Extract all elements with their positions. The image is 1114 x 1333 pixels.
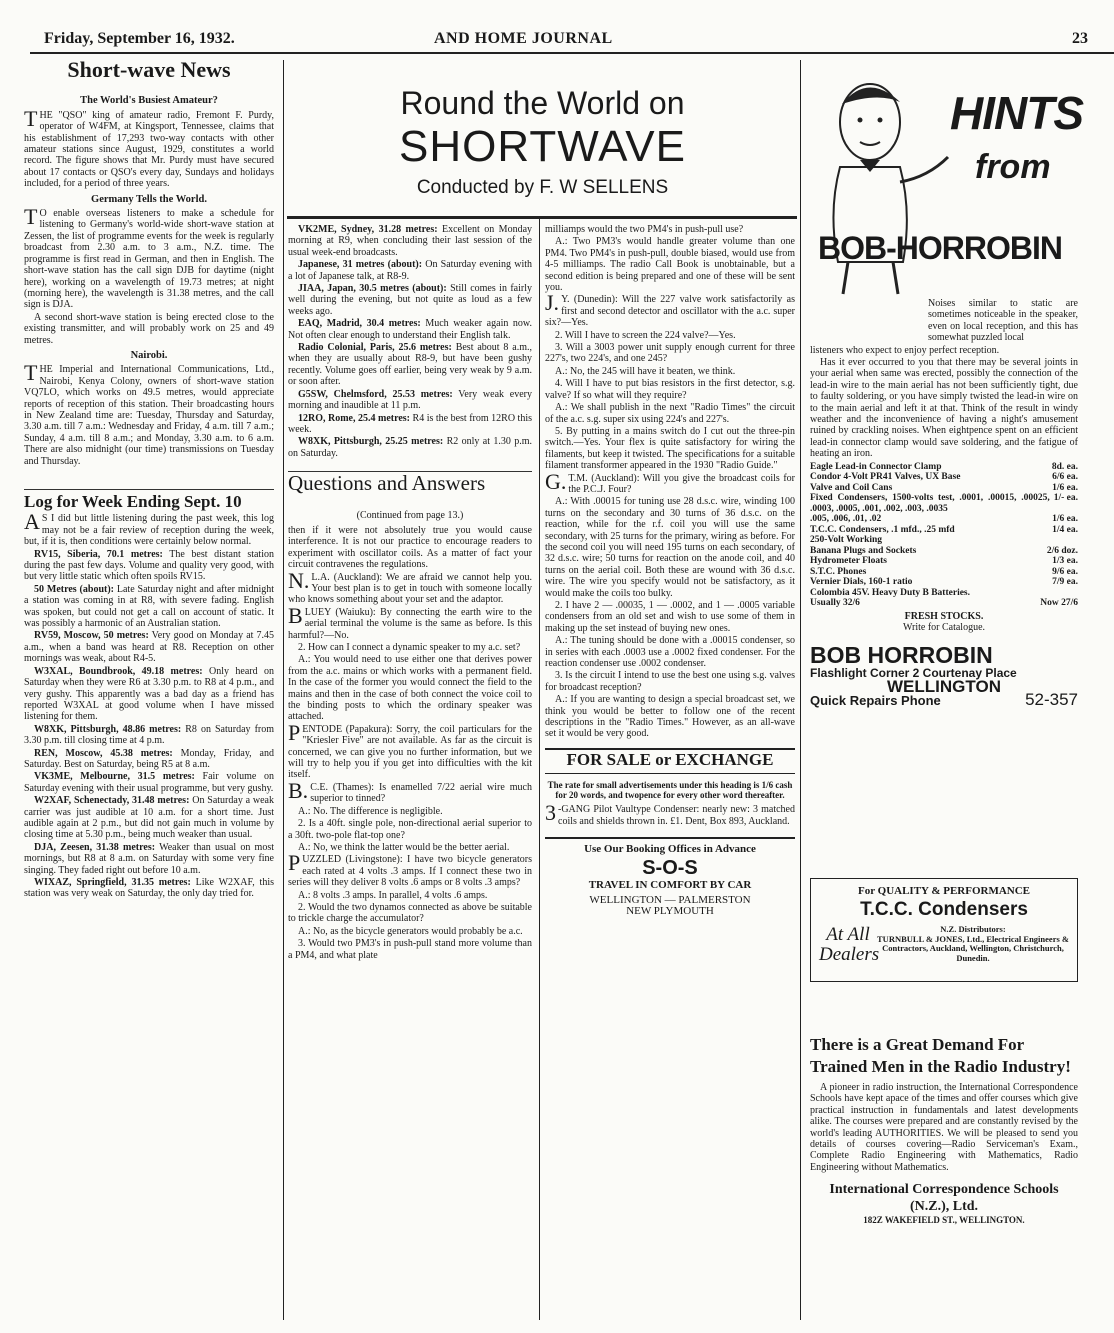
station-name: DJA, Zeesen, 31.38 metres: <box>34 841 156 853</box>
paragraph: 4. Will I have to put bias resistors in the first detector, s.g. valve? If so what will they require? <box>545 378 795 401</box>
hints-from: from <box>975 148 1051 186</box>
price-row <box>810 472 1078 483</box>
price-item: Banana Plugs and Sockets <box>810 545 917 556</box>
column-answers <box>545 224 795 918</box>
sos-line3: TRAVEL IN COMFORT BY CAR <box>588 878 752 891</box>
price-value: 8d. ea. <box>1051 461 1078 472</box>
paragraph: A.: With .00015 for tuning use 28 d.s.c. wire, winding 100 turns on the secondary and 30 turns of 36 d.s.c. on the reaction, while for the r.f. coil you will use the same secondary, with 25 turns for the primary, wiring as before. For the second coil you will need 195 turns on each secondary, of 32 d.s.c. wire; 50 turns for reaction on the anode coil, and 40 turns on the aerial coil. Both these are wound with 36 d.s.c. wire. The wire you specify would not be satisfactory, as it would make the coils too bulky. <box>545 496 795 599</box>
station-name: WIXAZ, Springfield, 31.35 metres: <box>34 877 191 888</box>
tcc-name: T.C.C. Condensers <box>860 899 1028 920</box>
log-entry <box>288 389 532 412</box>
price-value: 1/6 ea. <box>1052 514 1078 525</box>
paragraph: A.: No. The difference is negligible. <box>298 805 443 817</box>
price-value: 6/6 ea. <box>1052 472 1078 483</box>
tcc-at-all: At All <box>826 924 870 945</box>
hints-brand: BOB-HORROBIN <box>818 230 1062 266</box>
column-rule <box>283 60 284 1320</box>
price-row <box>810 556 1078 567</box>
divider <box>545 773 795 774</box>
fresh-stocks: FRESH STOCKS. <box>904 610 984 622</box>
paragraph: G.T.M. (Auckland): Will you give the broadcast coils for the P.C.J. Four? <box>545 468 795 495</box>
bob-name: BOB HORROBIN <box>810 641 993 668</box>
paragraph: A.: 8 volts .3 amps. In parallel, 4 volts .6 amps. <box>298 889 488 901</box>
price-row <box>810 525 1078 536</box>
price-item: .005, .006, .01, .02 <box>810 514 882 525</box>
banner <box>290 84 795 201</box>
log-entry <box>24 795 274 841</box>
log-list <box>24 549 274 900</box>
paragraph: 2. Will I have to screen the 224 valve?—Yes. <box>555 329 736 341</box>
price-item: Usually 32/6 <box>810 598 860 609</box>
price-row <box>810 588 1078 599</box>
price-row <box>810 598 1078 609</box>
station-name: 50 Metres (about): <box>34 583 114 595</box>
paragraph: PUZZLED (Livingstone): I have two bicycle generators each rated at 4 volts .3 amps. If I connect these two in series will they deliver 8 volts .6 amps or 8 volts .3 amps? <box>288 850 532 889</box>
price-row <box>810 567 1078 578</box>
price-value: 1/6 ea. <box>1052 482 1078 493</box>
column-log-continued <box>288 224 532 962</box>
paragraph: A.: Two PM3's would handle greater volume than one PM4. Two PM4's in push-pull, double biased, would use from 4-5 milliamps. The radio Call Book is unobtainable, but a second edition is being prepared and one of these will be sent you. <box>545 236 795 294</box>
station-name: W8XK, Pittsburgh, 48.86 metres: <box>34 723 182 735</box>
sale-ad: 3-GANG Pilot Vaultype Condenser: nearly new: 3 matched coils and shields thrown in. £1. Dent, Box 893, Auckland. <box>545 800 795 827</box>
price-value: 1/- ea. <box>1053 493 1078 504</box>
station-report: Only heard on Saturday when they were R6 at 3.30 p.m. to R8 at 4 p.m., and very gushy. This apparently was a bad day as a friend has reported W3XAL at good volume when I have missed listening for them. <box>24 665 274 723</box>
station-report: Still comes in fairly well during the evening, but not quite as loud as a few weeks ago. <box>288 283 532 317</box>
section-title: Short-wave News <box>67 57 231 82</box>
header-rule <box>30 52 1114 54</box>
tcc-dist-head: N.Z. Distributors: <box>940 924 1006 934</box>
banner-line1: Round the World on <box>400 85 685 121</box>
paragraph: 3. Will a 3003 power unit supply enough current for three 227's, two 224's, and one 245? <box>545 342 795 365</box>
log-entry <box>288 342 532 388</box>
paragraph: 5. By putting in a mains switch do I cut out the three-pin switch.—Yes. Your flex is quite satisfactory for wiring the filaments, but keep it twisted. The specifications for a suitable filament transformer appeared in the 1930 "Radio Guide." <box>545 425 795 472</box>
paragraph: TO enable overseas listeners to make a schedule for listening to Germany's world-wide short-wave station at Zessen, the list of programme events for the week is regularly broadcast from 2.30 a.m. to 3 a.m., N.Z. time. The programme is first read in German, and then in English. The short-wave station has the call sign DJB for daytime (night here), working on a wavelength of 19.73 metres; at night (morning here), the wavelength is 31.38 metres, and the call sign is DJA. <box>24 204 274 311</box>
station-name: 12RO, Rome, 25.4 metres: <box>298 412 411 424</box>
paragraph: 2. Would the two dynamos connected as above be suitable to trickle charge the accumulator? <box>288 901 532 925</box>
header-date: Friday, September 16, 1932. <box>44 30 235 47</box>
price-value: 2/6 doz. <box>1046 545 1078 556</box>
paragraph: A.: No, we think the latter would be the better aerial. <box>298 841 510 853</box>
station-name: EAQ, Madrid, 30.4 metres: <box>298 318 421 330</box>
paragraph: A.: No, the 245 will have it beaten, we think. <box>555 365 736 377</box>
station-report: Late Saturday night and after midnight a station was coming in at R8, with severe fading. English was spoken, but could not get a call on account of static. It was possibly a harmonic of an Australian station. <box>24 583 274 630</box>
price-value: 9/6 ea. <box>1052 566 1078 577</box>
price-value: 1/3 ea. <box>1052 556 1078 567</box>
station-name: W2XAF, Schenectady, 31.48 metres: <box>34 795 190 807</box>
paragraph: A.: You would need to use either one that derives power from the a.c. mains or which works with a permanent field. In the case of the former you would connect the field to the mains and then in the case of both connect the voice coil to the binding posts to which the ordinary speaker was attached. <box>288 654 532 723</box>
station-name: Japanese, 31 metres (about): <box>298 259 423 271</box>
price-item: Fixed Condensers, 1500-volts test, .0001, .00015, .00025, .0003, .0005, .001, .002, .003, .0035 <box>810 493 1050 514</box>
price-row <box>810 493 1078 514</box>
paragraph: A pioneer in radio instruction, the International Correspondence Schools have kept apace of the times and offer courses which give practical instruction in fundamentals and latest developments alike. The courses were prepared and are constantly revised by the world's leading AUTHORITIES. We will be pleased to send you details of courses covering—Radio Serviceman's Exam., Complete Radio Engineering with Mathematics, Radio Engineering without Mathematics. <box>810 1082 1078 1173</box>
subheading: The World's Busiest Amateur? <box>80 95 218 107</box>
station-report: On Saturday a weak carrier was just audible at 10 a.m. for a short time. Just audible again at 2 p.m., but did not gain much in volume by closing time at 5.30 p.m., being much weaker than usual. <box>24 795 274 841</box>
paragraph: A.: If you are wanting to design a special broadcast set, we think you would be better to follow one of the recent descriptions in the "Radio Times." However, as an all-wave set it would be very good. <box>545 694 795 740</box>
log-entry <box>288 413 532 436</box>
price-list <box>810 462 1078 609</box>
price-item: Valve and Coil Cans <box>810 482 893 493</box>
station-report: On Saturday evening with a lot of Japanese talk, at R8-9. <box>288 259 533 282</box>
station-report: The best distant station during the past few days. Volume and quality very good, with but very little static which often spoils RV15. <box>24 548 274 583</box>
sale-title: FOR SALE or EXCHANGE <box>566 749 774 769</box>
log-entry <box>288 259 532 282</box>
sos-line4: WELLINGTON — PALMERSTON <box>589 893 751 906</box>
paragraph: A second short-wave station is being erected close to the existing transmitter, and will probably work on 25 and 49 metres. <box>24 311 274 346</box>
paragraph: listeners who expect to enjoy perfect reception. <box>810 344 1000 356</box>
station-name: VK2ME, Sydney, 31.28 metres: <box>298 224 438 235</box>
station-name: JIAA, Japan, 30.5 metres (about): <box>298 283 447 295</box>
station-name: RV15, Siberia, 70.1 metres: <box>34 548 163 560</box>
station-report: Monday, Friday, and Saturday. Best on Saturday, being R5 at 8 a.m. <box>24 747 274 770</box>
station-name: VK3ME, Melbourne, 31.5 metres: <box>34 771 195 783</box>
station-name: REN, Moscow, 45.38 metres: <box>34 747 173 759</box>
ics-ad <box>810 1034 1078 1227</box>
price-item: S.T.C. Phones <box>810 566 867 577</box>
ics-name: International Correspondence Schools (N.Z.), Ltd. <box>829 1182 1059 1215</box>
paragraph: B.C.E. (Thames): Is enamelled 7/22 aerial wire much superior to tinned? <box>288 777 532 805</box>
paragraph: 2. I have 2 — .00035, 1 — .0002, and 1 — .0005 variable condensers from an old set and wish to use some of them in making up the set instead of buying new ones. <box>545 600 795 634</box>
price-row <box>810 514 1078 525</box>
paragraph: BLUEY (Waiuku): By connecting the earth wire to the aerial terminal the volume is the same as before. Is this harmful?—No. <box>288 602 532 641</box>
station-report: R2 only at 1.30 p.m. on Saturday. <box>288 436 533 459</box>
station-name: RV59, Moscow, 50 metres: <box>34 630 149 642</box>
price-value: 7/9 ea. <box>1052 577 1078 588</box>
price-row <box>810 462 1078 473</box>
price-item: Hydrometer Floats <box>810 556 887 567</box>
ics-address: 182Z WAKEFIELD ST., WELLINGTON. <box>863 1215 1025 1226</box>
price-item: Eagle Lead-in Connector Clamp <box>810 461 942 472</box>
paragraph: THE "QSO" king of amateur radio, Fremont F. Purdy, operator of W4FM, at Kingsport, Tennessee, claims that his establishment of 17,293 two-way contacts with other amateur stations since August, 1929, constitutes a world record. The figure shows that Mr. Purdy must have secured about 17 contacts or QSO's every day, Sundays and holidays included, for a period of three years. <box>24 105 274 190</box>
log-entry <box>24 748 274 771</box>
log-entry <box>24 771 274 794</box>
ics-title: There is a Great Demand For Trained Men in the Radio Industry! <box>810 1035 1071 1076</box>
catalogue-note: Write for Catalogue. <box>902 622 986 634</box>
divider <box>24 489 274 490</box>
paragraph: J.Y. (Dunedin): Will the 227 valve work satisfactorily as first and second detector and oscillator with the a.c. super six?—Yes. <box>545 290 795 329</box>
tcc-ad <box>810 878 1078 982</box>
paragraph: Noises similar to static are sometimes noticeable in the speaker, even on local reception, and this has somewhat puzzled local <box>928 298 1078 344</box>
paragraph: 3. Is the circuit I intend to use the best one using s.g. valves for broadcast reception? <box>545 670 795 693</box>
station-list <box>288 224 532 459</box>
phone-number: 52-357 <box>1025 690 1078 710</box>
column-hints <box>810 298 1078 710</box>
log-entry <box>24 666 274 723</box>
column-rule <box>539 218 540 1320</box>
station-report: Fair volume on Saturday evening with their usual programme, but very gushy. <box>24 771 275 794</box>
log-entry <box>24 549 274 583</box>
station-report: Excellent on Monday morning at R9, when concluding their last session of the usual week-end broadcasts. <box>288 224 533 258</box>
paragraph: 2. Is a 40ft. single pole, non-directional aerial superior to a 30ft. two-pole flat-top one? <box>288 818 532 841</box>
station-name: Radio Colonial, Paris, 25.6 metres: <box>298 342 452 354</box>
station-report: R8 on Saturday from 3.30 p.m. till closing time at 4 p.m. <box>24 723 275 747</box>
price-row <box>810 535 1078 546</box>
station-name: W8XK, Pittsburgh, 25.25 metres: <box>298 436 444 448</box>
sale-note: The rate for small advertisements under this heading is 1/6 cash for 20 words, and twopence for every other word thereafter. <box>547 780 793 801</box>
banner-rule <box>287 216 797 219</box>
paragraph: N.L.A. (Auckland): We are afraid we cannot help you. Your best plan is to get in touch with someone locally who knows something about your set and the adaptor. <box>288 567 532 606</box>
qa-title: Questions and Answers <box>288 471 486 496</box>
log-entry <box>24 584 274 630</box>
hints-title: HINTS <box>950 87 1083 139</box>
price-value: Now 27/6 <box>1040 598 1078 609</box>
header-page: 23 <box>1072 30 1088 47</box>
divider <box>545 837 795 839</box>
paragraph: 2. How can I connect a dynamic speaker to my a.c. set? <box>298 642 521 653</box>
subheading: Germany Tells the World. <box>91 193 207 205</box>
paragraph: milliamps would the two PM4's in push-pull use? <box>545 224 744 235</box>
station-report: Best about 8 a.m., when they are usually about R8-9, but have been gushy recently. Volume goes off earlier, being very weak by 9 a.m. or soon after. <box>288 342 532 388</box>
paragraph: AS I did but little listening during the past week, this log may not be a fair review of reception during the week, but, if it is, then conditions were certainly below normal. <box>24 509 274 548</box>
price-value: 1/4 ea. <box>1052 524 1078 535</box>
price-row <box>810 483 1078 494</box>
paragraph: THE Imperial and International Communications, Ltd., Nairobi, Kenya Colony, owners of short-wave station VQ7LO, which works on 49.5 metres, would appreciate reports of reception of this station. Their broadcasting hours in New Zealand time are: Tuesday, Thursday and Saturday, 3.30 a.m. till 7 a.m.: Wednesday and Friday, 4 a.m. till 7 a.m.; Sunday, 4 a.m. till 8 a.m.; and Monday, 3.30 a.m. to 6 a.m. There are also midnight (our time) transmissions on Tuesday and Thursday. <box>24 360 274 467</box>
station-report: Like W2XAF, this station was very weak on Saturday, the only day tried for. <box>24 877 274 900</box>
station-report: Very good on Monday at 7.45 a.m., when a band was heard at R8. Reception on other mornings was weak, about R4-5. <box>24 630 274 665</box>
log-entry <box>288 318 532 341</box>
log-entry <box>288 283 532 317</box>
paragraph: then if it were not absolutely true you would cause interference. It is not our practice to encourage readers to experiment with oscillator coils. As a matter of fact your circuit contravenes the regulations. <box>288 524 532 571</box>
price-item: Condor 4-Volt PR41 Valves, UX Base <box>810 472 961 483</box>
paragraph: Has it ever occurred to you that there may be several joints in your aerial when same was erected, possibly the connection of the lead-in wire to the main aerial has not been sufficiently tight, due to faulty soldering, or you have simply twisted the lead-in wire on to the main aerial and left it at that. Think of the result in windy weather and the inconvenience of having a night's amusement ruined by crackling noises. When eightpence spent on an efficient lead-in connector clamp would save soldering, and the fatigue of heating an iron. <box>810 357 1078 460</box>
station-name: G5SW, Chelmsford, 25.53 metres: <box>298 388 453 400</box>
banner-line2: SHORTWAVE <box>399 122 686 171</box>
price-item: 250-Volt Working <box>810 535 883 546</box>
qa-continued: (Continued from page 13.) <box>356 509 464 521</box>
bob-address: Flashlight Corner 2 Courtenay Place <box>810 665 1017 680</box>
sos-line5: NEW PLYMOUTH <box>626 905 714 918</box>
paragraph: A.: We shall publish in the next "Radio Times" the circuit of the a.c. s.g. super six using 224's and 227's. <box>545 402 795 425</box>
bob-city: WELLINGTON <box>887 676 1001 696</box>
log-entry <box>288 224 532 258</box>
tcc-dealers: Dealers <box>819 944 880 965</box>
banner-line3: Conducted by F. W SELLENS <box>416 177 669 198</box>
station-report: R4 is the best from 12RO this week. <box>288 412 532 435</box>
station-name: W3XAL, Boundbrook, 49.18 metres: <box>34 665 203 677</box>
sos-logo: S-O-S <box>642 856 698 879</box>
price-item: T.C.C. Condensers, .1 mfd., .25 mfd <box>810 524 955 535</box>
paragraph: PENTODE (Papakura): Sorry, the coil particulars for the "Kriesler Five" are not available. As far as the circuit is concerned, we can give you no further information, but we will try to help you if you get into difficulties with the kit itself. <box>288 719 532 781</box>
log-title: Log for Week Ending Sept. 10 <box>24 492 242 511</box>
repairs-label: Quick Repairs Phone <box>810 693 941 709</box>
subheading: Nairobi. <box>130 349 168 361</box>
sos-line1: Use Our Booking Offices in Advance <box>584 843 756 856</box>
price-item: Vernier Dials, 160-1 ratio <box>810 577 913 588</box>
log-entry <box>24 842 274 876</box>
log-entry <box>24 724 274 747</box>
paragraph: A.: The tuning should be done with a .00015 condenser, so in series with each .0003 use a .0002 fixed condenser. For the reaction condenser use .0002 condenser. <box>545 635 795 670</box>
column-short-wave-news <box>24 57 275 901</box>
log-entry <box>24 877 274 900</box>
price-row <box>810 577 1078 588</box>
paragraph: A.: No, as the bicycle generators would probably be a.c. <box>298 925 523 937</box>
tcc-dist: TURNBULL & JONES, Ltd., Electrical Engineers & Contractors, Auckland, Wellington, Christchurch, Dunedin. <box>877 933 1069 963</box>
tcc-top: For QUALITY & PERFORMANCE <box>857 885 1031 897</box>
column-rule <box>800 60 801 1320</box>
header-paper: AND HOME JOURNAL <box>434 30 613 47</box>
bob-phone-row <box>810 690 1078 710</box>
station-report: Weaker than usual on most mornings, but R8 at 8 a.m. on Saturday with some very fine singing. They faded right out before 10 a.m. <box>24 841 274 876</box>
price-row <box>810 546 1078 557</box>
station-report: Very weak every morning and inaudible at 11 p.m. <box>288 388 532 412</box>
paragraph: 3. Would two PM3's in push-pull stand more volume than a PM4, and what plate <box>288 938 532 961</box>
station-report: Much weaker again now. Not often clear enough to understand their English talk. <box>288 318 532 341</box>
log-entry <box>24 630 274 664</box>
log-entry <box>288 436 532 459</box>
price-item: Colombia 45V. Heavy Duty B Batteries. <box>810 587 970 598</box>
